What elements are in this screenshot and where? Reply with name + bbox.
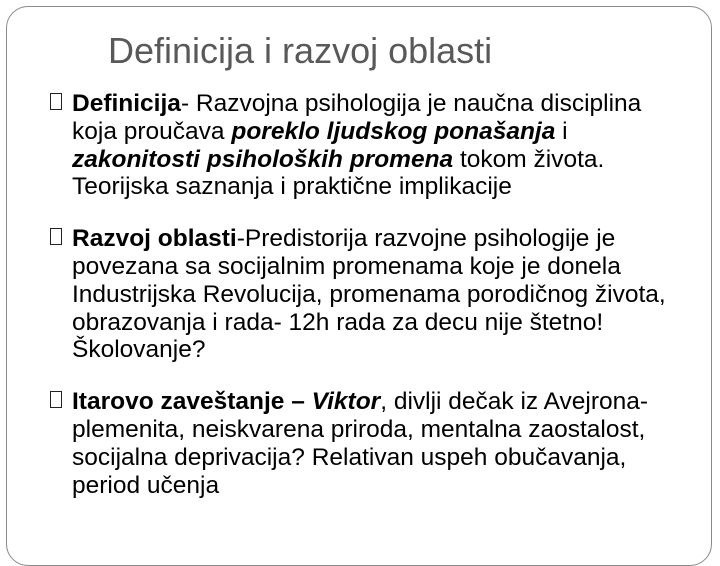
bullet-text: i [555, 117, 568, 145]
bullet-text-cutoff: Relativan uspeh obučavanja, period učenja [72, 443, 627, 499]
bullet-itarovo-zavestanje [50, 388, 690, 499]
bullet-razvoj-oblasti [50, 225, 690, 364]
bullet-square-icon [50, 93, 62, 110]
bullet-definicija [50, 90, 690, 201]
bullet-text: -Predistorija razvojne psihologije je povezana sa socijalnim promenama koje je donela Industrijska Revolucija, promenama porodičnog života, obrazovanja i rada- 12h rada za decu nije štetno! Školovanje? [72, 225, 666, 364]
bullet-heading: Itarovo zaveštanje – [72, 388, 312, 416]
bullet-text: , divlji dečak iz Avejrona- plemenita, neiskvarena priroda, mentalna zaostalost, socijalna deprivacija? [72, 388, 649, 471]
emphasis-text: Viktor [311, 388, 381, 416]
bullet-heading: Razvoj oblasti [72, 225, 237, 253]
bullet-heading: Definicija [72, 90, 181, 117]
emphasis-text: poreklo ljudskog ponašanja [231, 117, 556, 145]
bullet-square-icon [50, 391, 62, 408]
slide-content [50, 90, 690, 499]
bullet-square-icon [50, 228, 62, 245]
slide-title: Definicija i razvoj oblasti [108, 30, 493, 71]
bullet-text: - Razvojna psihologija je naučna disciplina koja proučava [72, 90, 642, 145]
emphasis-text: zakonitosti psiholoških promena [72, 145, 454, 173]
bullet-text: tokom života. Teorijska saznanja i praktične implikacije [72, 145, 605, 201]
